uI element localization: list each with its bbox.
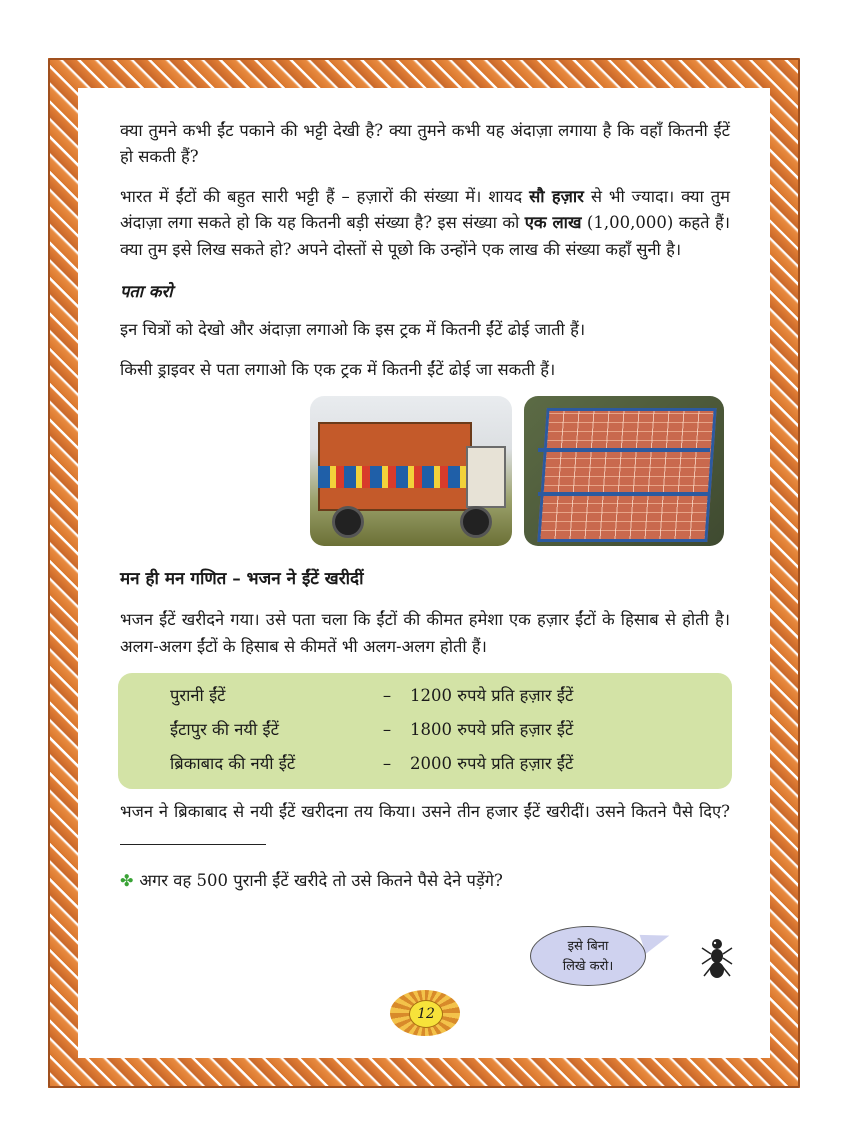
truck-photo [310,396,512,546]
question-1: भजन ने ब्रिकाबाद से नयी ईंटें खरीदना तय किया। उसने तीन हजार ईंटें खरीदीं। उसने कितने पैसे दिए? [120,799,730,852]
ant-icon [700,936,734,980]
price-list [118,673,732,789]
price-row: ईंटापुर की नयी ईंटें – 1800 रुपये प्रति हज़ार ईंटें [170,719,574,739]
bricks-load-photo [524,396,724,546]
page-number-badge [390,990,460,1036]
speech-bubble: इसे बिना लिखे करो। [530,926,646,986]
photo-row [120,396,730,546]
clover-bullet-icon: ✤ [120,870,134,890]
price-row: पुरानी ईंटें – 1200 रुपये प्रति हज़ार ईंटें [170,685,574,705]
lakh-paragraph: भारत में ईंटों की बहुत सारी भट्टी हैं – हज़ारों की संख्या में। शायद सौ हज़ार से भी ज्यादा। क्या तुम अंदाज़ा लगा सकते हो कि यह कितनी बड़ी संख्या है? इस संख्या को एक लाख (1,00,000) कहते हैं। क्या तुम इसे लिख सकते हो? अपने दोस्तों से पूछो कि उन्होंने एक लाख की संख्या कहाँ सुनी है। [120,186,731,259]
find-out-heading: पता करो [120,281,173,301]
find-out-line-1: इन चित्रों को देखो और अंदाज़ा लगाओ कि इस ट्रक में कितनी ईंटें ढोई जाती हैं। [120,320,586,340]
find-out-line-2: किसी ड्राइवर से पता लगाओ कि एक ट्रक में कितनी ईंटें ढोई जा सकती हैं। [120,359,556,379]
intro-paragraph: क्या तुमने कभी ईंट पकाने की भट्टी देखी है? क्या तुमने कभी यह अंदाज़ा लगाया है कि वहाँ कितनी ईंटें हो सकती हैं? [120,121,730,167]
bold-sau-hazar: सौ हज़ार [529,186,584,206]
answer-blank[interactable] [120,828,266,845]
bold-ek-lakh: एक लाख [524,213,582,233]
price-row: ब्रिकाबाद की नयी ईंटें – 2000 रुपये प्रति हज़ार ईंटें [170,753,574,773]
mental-math-heading: मन ही मन गणित – भजन ने ईंटें खरीदीं [120,569,364,590]
mental-math-intro: भजन ईंटें खरीदने गया। उसे पता चला कि ईंटों की कीमत हमेशा एक हज़ार ईंटों के हिसाब से होती है। अलग-अलग ईंटों के हिसाब से कीमतें भी अलग-अलग होती हैं। [120,610,730,656]
page-content [120,118,730,907]
question-2: ✤ अगर वह 500 पुरानी ईंटें खरीदे तो उसे कितने पैसे देने पड़ेंगे? [120,870,503,890]
page-number: 12 [409,1000,443,1028]
